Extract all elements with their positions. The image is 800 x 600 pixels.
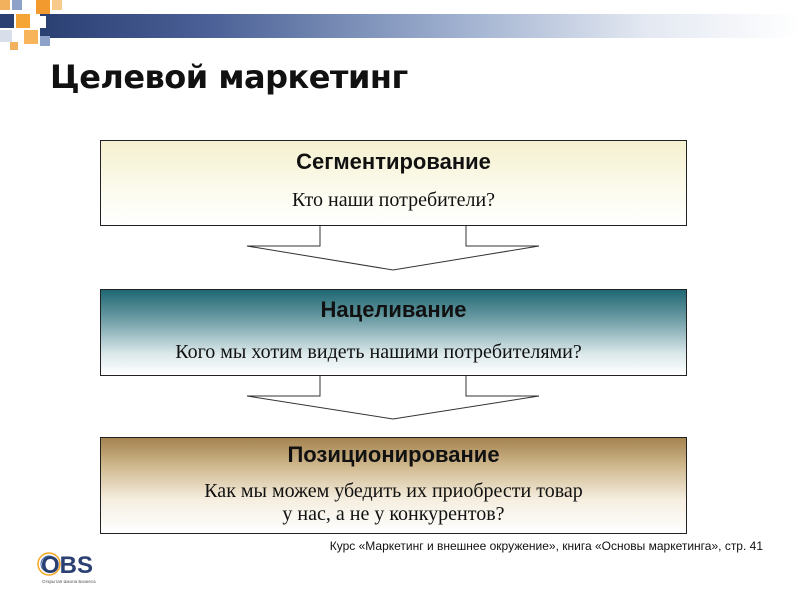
positioning-question xyxy=(101,480,686,526)
logo-text: OBS xyxy=(41,552,94,579)
targeting-heading: Нацеливание xyxy=(320,297,467,322)
positioning-box xyxy=(100,437,687,534)
positioning-question-line2: у нас, а не у конкурентов? xyxy=(282,503,505,525)
header-gradient-bar xyxy=(40,14,800,38)
segmentation-heading: Сегментирование xyxy=(296,149,491,174)
down-arrow-icon xyxy=(245,376,545,422)
segmentation-box xyxy=(100,140,687,226)
logo-subtext: Открытая Школа Бизнеса xyxy=(42,579,96,584)
segmentation-question: Кто наши потребители? xyxy=(291,189,496,211)
page-title: Целевой маркетинг xyxy=(50,58,408,96)
targeting-question: Кого мы хотим видеть нашими потребителями? xyxy=(175,341,582,363)
positioning-question-line1: Как мы можем убедить их приобрести товар xyxy=(204,480,583,502)
down-arrow-icon xyxy=(245,226,545,272)
targeting-box xyxy=(100,289,687,376)
source-caption: Курс «Маркетинг и внешнее окружение», книга «Основы маркетинга», стр. 41 xyxy=(329,539,763,553)
obs-logo-icon xyxy=(36,551,106,587)
positioning-heading: Позиционирование xyxy=(287,442,500,467)
header-band xyxy=(0,0,800,50)
